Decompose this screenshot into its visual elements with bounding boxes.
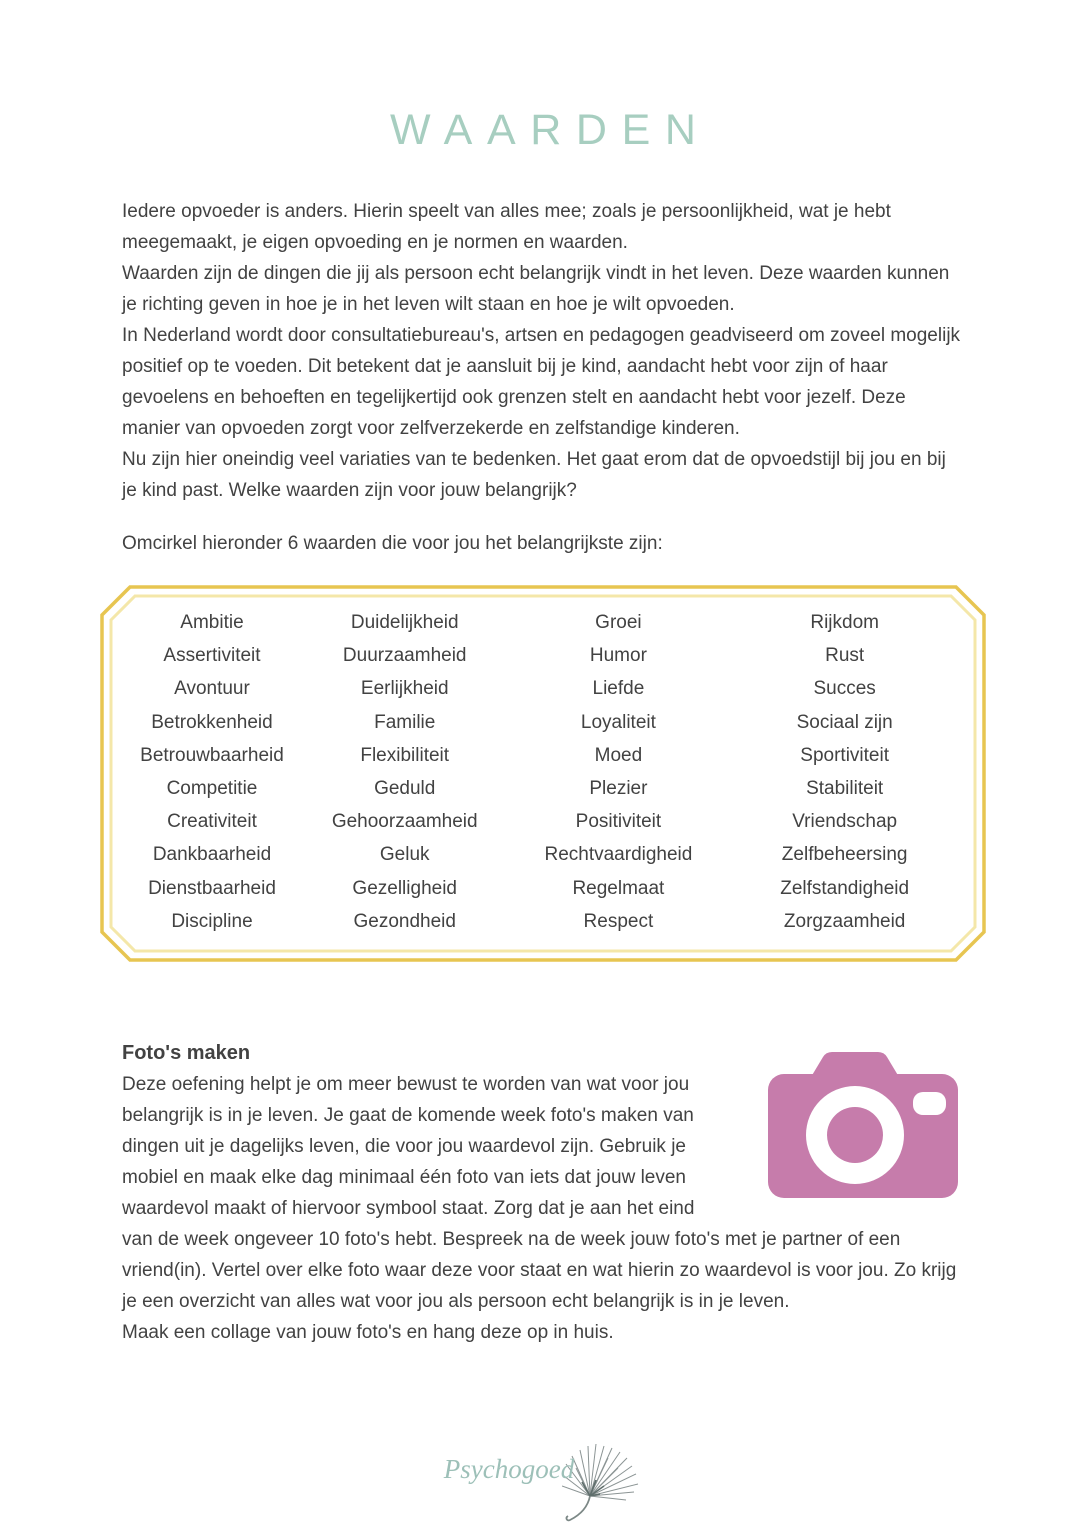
value-item: Duidelijkheid — [350, 612, 459, 633]
photo-section-body: Deze oefening helpt je om meer bewust te worden van wat voor jou belangrijk is in je leven. Je gaat de komende week foto's maken van dingen uit je dagelijks leven, die voor jou waardevol zijn. Gebruik je mobiel en maak elke dag minimaal één foto van iets dat jouw leven waardevol maakt of hiervoor symbool staat. Zorg dat je aan het eind van de week ongeveer 10 foto's hebt. Bespreek na de week jouw foto's met je partner of een vriend(in). Vertel over elke foto waar deze voor staat en wat hierin zo waardevol is voor jou. Zo krijg je een overzicht van alles wat voor jou als persoon echt belangrijk is in je leven. — [122, 1074, 957, 1312]
value-item: Moed — [594, 744, 643, 766]
values-box — [100, 585, 986, 962]
value-item: Zorgzaamheid — [783, 910, 906, 932]
value-item: Vriendschap — [792, 811, 898, 833]
value-item: Gehoorzaamheid — [331, 811, 478, 833]
value-item: Flexibiliteit — [360, 744, 450, 766]
value-item: Gezelligheid — [352, 877, 457, 899]
values-grid — [124, 606, 962, 938]
value-item: Ambitie — [180, 612, 244, 633]
value-item: Creativiteit — [167, 811, 257, 833]
value-item: Betrokkenheid — [151, 711, 273, 733]
value-item: Rechtvaardigheid — [544, 844, 693, 866]
value-item: Competitie — [166, 777, 258, 799]
value-item: Betrouwbaarheid — [140, 744, 284, 766]
value-item: Geluk — [379, 844, 430, 866]
intro-paragraph: Nu zijn hier oneindig veel variaties van te bedenken. Het gaat erom dat de opvoedstijl bij jou en bij je kind past. Welke waarden zijn voor jouw belangrijk? — [122, 449, 946, 501]
dandelion-seed-icon — [562, 1438, 648, 1524]
intro-paragraph: Waarden zijn de dingen die jij als persoon echt belangrijk vindt in het leven. Deze waarden kunnen je richting geven in hoe je in het leven wilt staan en hoe je wilt opvoeden. — [122, 263, 950, 315]
value-item: Duurzaamheid — [342, 645, 467, 667]
photo-section-closing: Maak een collage van jouw foto's en hang deze op in huis. — [122, 1322, 614, 1343]
photo-section — [122, 1038, 964, 1348]
value-item: Sportiviteit — [800, 744, 889, 766]
intro-paragraph: Iedere opvoeder is anders. Hierin speelt van alles mee; zoals je persoonlijkheid, wat je hebt meegemaakt, je eigen opvoeding en je normen en waarden. — [122, 201, 891, 253]
value-item: Eerlijkheid — [360, 678, 449, 700]
value-item: Assertiviteit — [163, 645, 261, 667]
value-item: Regelmaat — [572, 877, 665, 899]
value-item: Geduld — [374, 777, 436, 799]
value-item: Zelfbeheersing — [781, 844, 908, 866]
value-item: Positiviteit — [575, 811, 662, 833]
value-item: Sociaal zijn — [796, 711, 893, 733]
value-item: Rust — [825, 645, 865, 667]
value-item: Loyaliteit — [580, 711, 656, 733]
value-item: Gezondheid — [353, 910, 456, 932]
value-item: Discipline — [171, 910, 253, 932]
value-item: Dankbaarheid — [152, 844, 272, 866]
value-item: Respect — [583, 910, 654, 932]
value-item: Humor — [589, 645, 647, 667]
footer-logo — [0, 1438, 1086, 1524]
instruction-text: Omcirkel hieronder 6 waarden die voor jou het belangrijkste zijn: — [122, 533, 663, 554]
photo-section-heading: Foto's maken — [122, 1042, 251, 1064]
value-item: Liefde — [592, 678, 645, 700]
value-item: Groei — [595, 612, 642, 633]
value-item: Rijkdom — [810, 612, 879, 633]
value-item: Avontuur — [174, 678, 250, 700]
value-item: Plezier — [589, 777, 648, 799]
value-item: Stabiliteit — [806, 777, 884, 799]
page-title: WAARDEN — [390, 106, 711, 154]
value-item: Succes — [813, 678, 876, 700]
value-item: Dienstbaarheid — [148, 877, 276, 899]
value-item: Familie — [374, 711, 436, 733]
value-item: Zelfstandigheid — [780, 877, 910, 899]
intro-text — [122, 196, 964, 506]
camera-icon — [762, 1038, 964, 1202]
camera-illustration — [719, 1038, 964, 1208]
intro-paragraph: In Nederland wordt door consultatiebureau's, artsen en pedagogen geadviseerd om zoveel mogelijk positief op te voeden. Dit betekent dat je aansluit bij je kind, aandacht hebt voor zijn of haar gevoelens en behoeften en tegelijkertijd ook grenzen stelt en aandacht hebt voor jezelf. Deze manier van opvoeden zorgt voor zelfverzekerde en zelfstandige kinderen. — [122, 325, 961, 439]
logo-text: Psychogoed — [443, 1454, 575, 1484]
